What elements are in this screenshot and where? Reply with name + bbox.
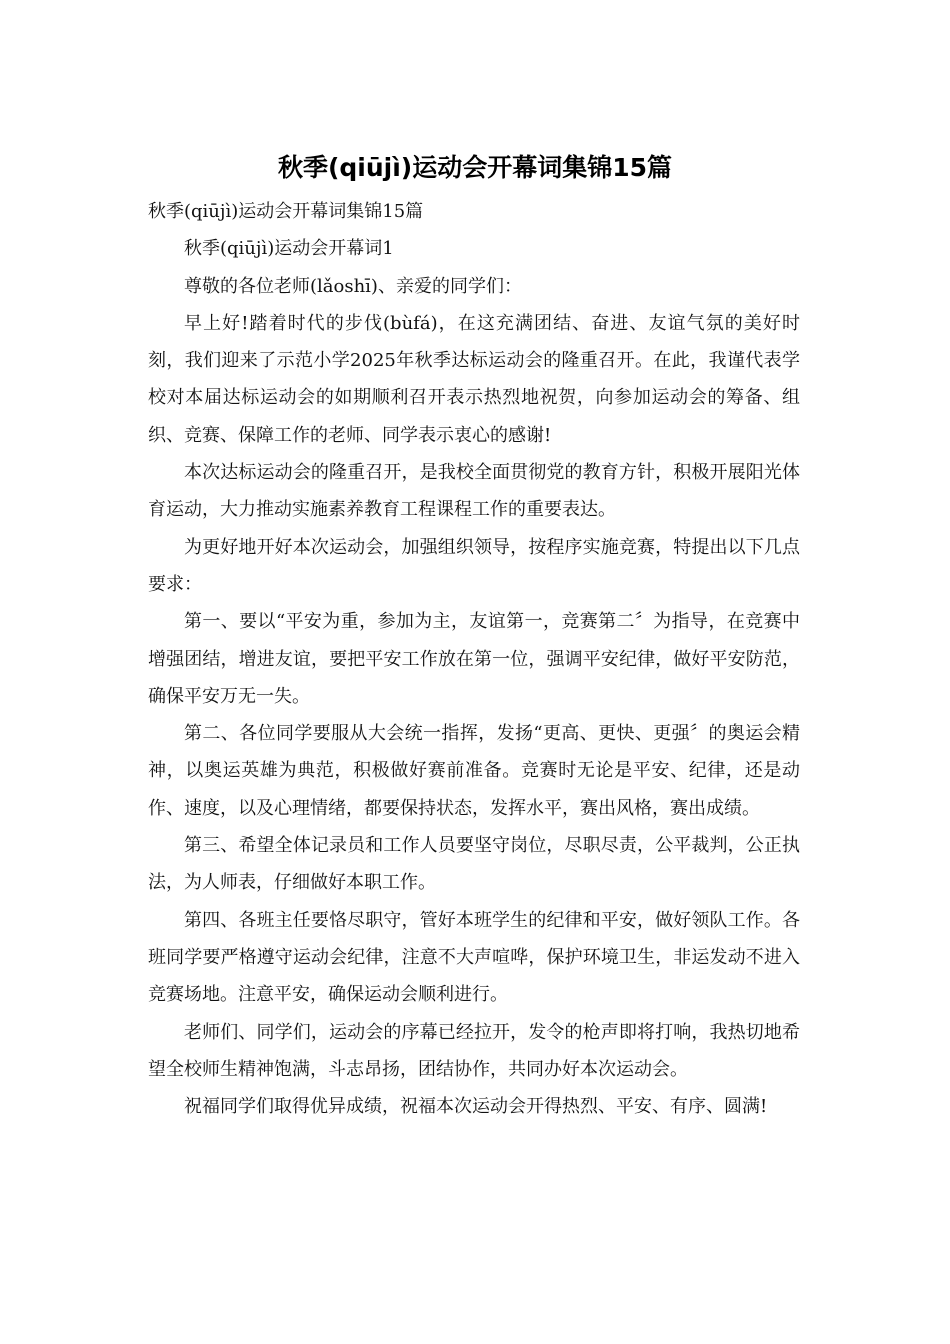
document-body	[148, 193, 800, 1125]
requirement-first-paragraph: 第一、要以“平安为重，参加为主，友谊第一，竞赛第二〞为指导，在竞赛中增强团结，增进友谊，要把平安工作放在第一位，强调平安纪律，做好平安防范，确保平安万无一失。	[148, 611, 800, 707]
document-title: 秋季(qiūjì)运动会开幕词集锦15篇	[277, 153, 673, 182]
requirements-intro-paragraph: 为更好地开好本次运动会，加强组织领导，按程序实施竞赛，特提出以下几点要求：	[148, 536, 800, 595]
section-heading: 秋季(qiūjì)运动会开幕词1	[184, 238, 394, 260]
greeting-paragraph: 早上好!踏着时代的步伐(bùfá)，在这充满团结、奋进、友谊气氛的美好时刻，我们迎来了示范小学2025年秋季达标运动会的隆重召开。在此，我谨代表学校对本届达标运动会的如期顺利召开表示热烈地祝贺，向参加运动会的筹备、组织、竞赛、保障工作的老师、同学表示衷心的感谢!	[148, 312, 800, 446]
blessing-paragraph: 祝福同学们取得优异成绩，祝福本次运动会开得热烈、平安、有序、圆满!	[184, 1096, 768, 1118]
significance-paragraph: 本次达标运动会的隆重召开，是我校全面贯彻党的教育方针，积极开展阳光体育运动，大力推动实施素养教育工程课程工作的重要表达。	[148, 462, 800, 521]
requirement-third-paragraph: 第三、希望全体记录员和工作人员要坚守岗位，尽职尽责，公平裁判，公正执法，为人师表，仔细做好本职工作。	[148, 835, 800, 894]
salutation-paragraph: 尊敬的各位老师(lǎoshī)、亲爱的同学们：	[184, 275, 522, 297]
requirement-fourth-paragraph: 第四、各班主任要恪尽职守，管好本班学生的纪律和平安，做好领队工作。各班同学要严格遵守运动会纪律，注意不大声喧哗，保护环境卫生，非运发动不进入竞赛场地。注意平安，确保运动会顺利进行。	[148, 909, 800, 1006]
requirement-second-paragraph: 第二、各位同学要服从大会统一指挥，发扬“更高、更快、更强〞的奥运会精神，以奥运英雄为典范，积极做好赛前准备。竞赛时无论是平安、纪律，还是动作、速度，以及心理情绪，都要保持状态，发挥水平，赛出风格，赛出成绩。	[148, 723, 800, 819]
closing-paragraph: 老师们、同学们，运动会的序幕已经拉开，发令的枪声即将打响，我热切地希望全校师生精神饱满，斗志昂扬，团结协作，共同办好本次运动会。	[148, 1021, 800, 1080]
document-subtitle: 秋季(qiūjì)运动会开幕词集锦15篇	[148, 201, 424, 222]
